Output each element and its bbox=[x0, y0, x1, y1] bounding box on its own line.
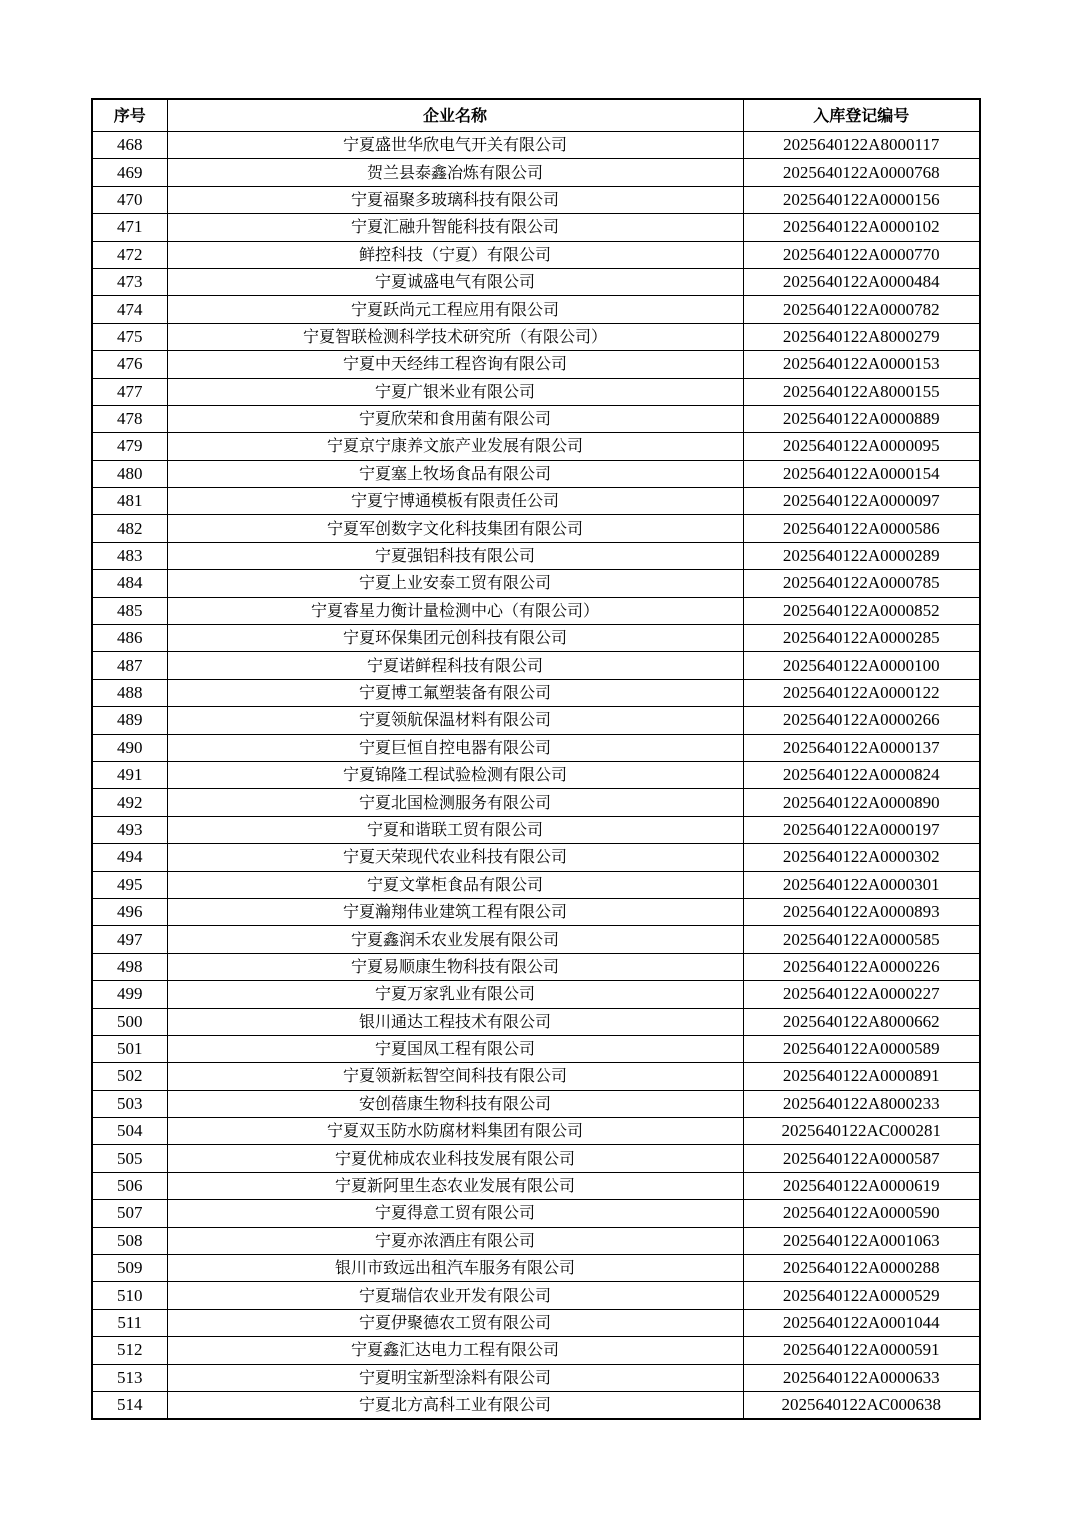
enterprise-name-cell: 宁夏塞上牧场食品有限公司 bbox=[167, 460, 743, 487]
serial-number-cell: 513 bbox=[92, 1364, 167, 1391]
table-row bbox=[92, 268, 980, 295]
table-row bbox=[92, 351, 980, 378]
serial-number-cell: 503 bbox=[92, 1090, 167, 1117]
table-row bbox=[92, 1255, 980, 1282]
registration-number-cell: 2025640122AC000638 bbox=[743, 1391, 980, 1419]
enterprise-name-cell: 宁夏得意工贸有限公司 bbox=[167, 1200, 743, 1227]
enterprise-name-cell: 贺兰县泰鑫冶炼有限公司 bbox=[167, 159, 743, 186]
table-row bbox=[92, 159, 980, 186]
table-row bbox=[92, 1145, 980, 1172]
header-row bbox=[92, 99, 980, 132]
enterprise-name-cell: 宁夏诺鲜程科技有限公司 bbox=[167, 652, 743, 679]
table-row bbox=[92, 597, 980, 624]
registration-number-cell: 2025640122A0000619 bbox=[743, 1172, 980, 1199]
enterprise-name-cell: 宁夏跃尚元工程应用有限公司 bbox=[167, 296, 743, 323]
table-row bbox=[92, 734, 980, 761]
enterprise-name-cell: 宁夏睿星力衡计量检测中心（有限公司） bbox=[167, 597, 743, 624]
table-row bbox=[92, 1227, 980, 1254]
enterprise-name-cell: 宁夏京宁康养文旅产业发展有限公司 bbox=[167, 433, 743, 460]
enterprise-name-cell: 宁夏易顺康生物科技有限公司 bbox=[167, 953, 743, 980]
enterprise-name-cell: 宁夏伊聚德农工贸有限公司 bbox=[167, 1309, 743, 1336]
registration-number-cell: 2025640122A8000233 bbox=[743, 1090, 980, 1117]
enterprise-name-cell: 银川市致远出租汽车服务有限公司 bbox=[167, 1255, 743, 1282]
serial-number-cell: 470 bbox=[92, 186, 167, 213]
registration-number-cell: 2025640122A0000153 bbox=[743, 351, 980, 378]
serial-number-cell: 481 bbox=[92, 488, 167, 515]
enterprise-name-cell: 宁夏欣荣和食用菌有限公司 bbox=[167, 405, 743, 432]
table-row bbox=[92, 186, 980, 213]
registration-number-cell: 2025640122A8000279 bbox=[743, 323, 980, 350]
table-row bbox=[92, 296, 980, 323]
registration-number-cell: 2025640122A0000586 bbox=[743, 515, 980, 542]
serial-number-cell: 500 bbox=[92, 1008, 167, 1035]
table-row bbox=[92, 844, 980, 871]
registration-number-cell: 2025640122A0000154 bbox=[743, 460, 980, 487]
registration-number-cell: 2025640122A8000662 bbox=[743, 1008, 980, 1035]
table-row bbox=[92, 625, 980, 652]
table-row bbox=[92, 898, 980, 925]
table-row bbox=[92, 1309, 980, 1336]
serial-number-cell: 491 bbox=[92, 761, 167, 788]
table-row bbox=[92, 570, 980, 597]
serial-number-cell: 512 bbox=[92, 1337, 167, 1364]
registration-number-cell: 2025640122A0000782 bbox=[743, 296, 980, 323]
table-row bbox=[92, 1364, 980, 1391]
table-row bbox=[92, 433, 980, 460]
registration-number-cell: 2025640122A0000097 bbox=[743, 488, 980, 515]
registration-number-cell: 2025640122A0000197 bbox=[743, 816, 980, 843]
serial-number-cell: 474 bbox=[92, 296, 167, 323]
registration-number-cell: 2025640122A0000302 bbox=[743, 844, 980, 871]
enterprise-name-cell: 宁夏亦浓酒庄有限公司 bbox=[167, 1227, 743, 1254]
registration-number-cell: 2025640122A0000768 bbox=[743, 159, 980, 186]
table-header bbox=[92, 99, 980, 132]
registration-number-cell: 2025640122A0000102 bbox=[743, 214, 980, 241]
registration-number-cell: 2025640122A0000137 bbox=[743, 734, 980, 761]
enterprise-name-cell: 宁夏万家乳业有限公司 bbox=[167, 981, 743, 1008]
table-row bbox=[92, 1282, 980, 1309]
serial-number-cell: 486 bbox=[92, 625, 167, 652]
serial-number-cell: 499 bbox=[92, 981, 167, 1008]
enterprise-name-cell: 宁夏鑫润禾农业发展有限公司 bbox=[167, 926, 743, 953]
table-row bbox=[92, 981, 980, 1008]
registration-number-cell: 2025640122A0000633 bbox=[743, 1364, 980, 1391]
table-row bbox=[92, 378, 980, 405]
serial-number-cell: 471 bbox=[92, 214, 167, 241]
registration-number-cell: 2025640122A0000289 bbox=[743, 542, 980, 569]
enterprise-name-cell: 安创蓓康生物科技有限公司 bbox=[167, 1090, 743, 1117]
serial-number-cell: 504 bbox=[92, 1118, 167, 1145]
registration-number-cell: 2025640122A0000484 bbox=[743, 268, 980, 295]
table-row bbox=[92, 1118, 980, 1145]
enterprise-name-cell: 宁夏宁博通模板有限责任公司 bbox=[167, 488, 743, 515]
table-row bbox=[92, 761, 980, 788]
table-row bbox=[92, 1063, 980, 1090]
enterprise-name-cell: 宁夏强铝科技有限公司 bbox=[167, 542, 743, 569]
header-enterprise-name: 企业名称 bbox=[167, 99, 743, 132]
table-row bbox=[92, 1035, 980, 1062]
registration-number-cell: 2025640122A0001044 bbox=[743, 1309, 980, 1336]
serial-number-cell: 489 bbox=[92, 707, 167, 734]
serial-number-cell: 475 bbox=[92, 323, 167, 350]
table-row bbox=[92, 132, 980, 159]
serial-number-cell: 493 bbox=[92, 816, 167, 843]
serial-number-cell: 514 bbox=[92, 1391, 167, 1419]
serial-number-cell: 485 bbox=[92, 597, 167, 624]
registration-number-cell: 2025640122A0000591 bbox=[743, 1337, 980, 1364]
serial-number-cell: 494 bbox=[92, 844, 167, 871]
table-row bbox=[92, 488, 980, 515]
serial-number-cell: 510 bbox=[92, 1282, 167, 1309]
serial-number-cell: 495 bbox=[92, 871, 167, 898]
table-row bbox=[92, 241, 980, 268]
serial-number-cell: 511 bbox=[92, 1309, 167, 1336]
enterprise-name-cell: 宁夏锦隆工程试验检测有限公司 bbox=[167, 761, 743, 788]
enterprise-name-cell: 宁夏环保集团元创科技有限公司 bbox=[167, 625, 743, 652]
table-body bbox=[92, 132, 980, 1420]
registration-number-cell: 2025640122A0000587 bbox=[743, 1145, 980, 1172]
serial-number-cell: 477 bbox=[92, 378, 167, 405]
serial-number-cell: 482 bbox=[92, 515, 167, 542]
table-row bbox=[92, 1337, 980, 1364]
serial-number-cell: 480 bbox=[92, 460, 167, 487]
serial-number-cell: 487 bbox=[92, 652, 167, 679]
serial-number-cell: 509 bbox=[92, 1255, 167, 1282]
table-row bbox=[92, 871, 980, 898]
registration-number-cell: 2025640122A0000288 bbox=[743, 1255, 980, 1282]
enterprise-name-cell: 宁夏诚盛电气有限公司 bbox=[167, 268, 743, 295]
registration-number-cell: 2025640122A0000100 bbox=[743, 652, 980, 679]
serial-number-cell: 502 bbox=[92, 1063, 167, 1090]
serial-number-cell: 469 bbox=[92, 159, 167, 186]
enterprise-name-cell: 宁夏国凤工程有限公司 bbox=[167, 1035, 743, 1062]
serial-number-cell: 479 bbox=[92, 433, 167, 460]
registration-number-cell: 2025640122A0000227 bbox=[743, 981, 980, 1008]
registration-number-cell: 2025640122A0000852 bbox=[743, 597, 980, 624]
serial-number-cell: 476 bbox=[92, 351, 167, 378]
table-row bbox=[92, 652, 980, 679]
table-row bbox=[92, 789, 980, 816]
enterprise-name-cell: 宁夏福聚多玻璃科技有限公司 bbox=[167, 186, 743, 213]
registration-number-cell: 2025640122A0000824 bbox=[743, 761, 980, 788]
table-row bbox=[92, 816, 980, 843]
table-row bbox=[92, 515, 980, 542]
serial-number-cell: 484 bbox=[92, 570, 167, 597]
registration-number-cell: 2025640122A0000095 bbox=[743, 433, 980, 460]
enterprise-name-cell: 宁夏瀚翔伟业建筑工程有限公司 bbox=[167, 898, 743, 925]
enterprise-name-cell: 宁夏盛世华欣电气开关有限公司 bbox=[167, 132, 743, 159]
registration-number-cell: 2025640122A0000785 bbox=[743, 570, 980, 597]
serial-number-cell: 498 bbox=[92, 953, 167, 980]
registration-number-cell: 2025640122A0000770 bbox=[743, 241, 980, 268]
registration-number-cell: 2025640122A0000893 bbox=[743, 898, 980, 925]
serial-number-cell: 490 bbox=[92, 734, 167, 761]
serial-number-cell: 483 bbox=[92, 542, 167, 569]
enterprise-name-cell: 宁夏文掌柜食品有限公司 bbox=[167, 871, 743, 898]
header-registration-number: 入库登记编号 bbox=[743, 99, 980, 132]
enterprise-name-cell: 宁夏智联检测科学技术研究所（有限公司） bbox=[167, 323, 743, 350]
table-row bbox=[92, 405, 980, 432]
serial-number-cell: 478 bbox=[92, 405, 167, 432]
registration-number-cell: 2025640122A0000891 bbox=[743, 1063, 980, 1090]
registration-number-cell: 2025640122A0000122 bbox=[743, 679, 980, 706]
table-row bbox=[92, 214, 980, 241]
enterprise-name-cell: 宁夏汇融升智能科技有限公司 bbox=[167, 214, 743, 241]
serial-number-cell: 492 bbox=[92, 789, 167, 816]
enterprise-name-cell: 宁夏巨恒自控电器有限公司 bbox=[167, 734, 743, 761]
table-row bbox=[92, 953, 980, 980]
serial-number-cell: 497 bbox=[92, 926, 167, 953]
table-row bbox=[92, 1200, 980, 1227]
serial-number-cell: 501 bbox=[92, 1035, 167, 1062]
registration-number-cell: 2025640122A8000155 bbox=[743, 378, 980, 405]
enterprise-name-cell: 宁夏鑫汇达电力工程有限公司 bbox=[167, 1337, 743, 1364]
enterprise-name-cell: 宁夏明宝新型涂料有限公司 bbox=[167, 1364, 743, 1391]
enterprise-name-cell: 银川通达工程技术有限公司 bbox=[167, 1008, 743, 1035]
enterprise-name-cell: 宁夏广银米业有限公司 bbox=[167, 378, 743, 405]
table-row bbox=[92, 460, 980, 487]
header-serial-number: 序号 bbox=[92, 99, 167, 132]
enterprise-name-cell: 宁夏新阿里生态农业发展有限公司 bbox=[167, 1172, 743, 1199]
enterprise-name-cell: 宁夏北方高科工业有限公司 bbox=[167, 1391, 743, 1419]
registration-number-cell: 2025640122A0000589 bbox=[743, 1035, 980, 1062]
registration-number-cell: 2025640122A0001063 bbox=[743, 1227, 980, 1254]
registration-number-cell: 2025640122A0000890 bbox=[743, 789, 980, 816]
serial-number-cell: 508 bbox=[92, 1227, 167, 1254]
serial-number-cell: 468 bbox=[92, 132, 167, 159]
registration-number-cell: 2025640122A0000226 bbox=[743, 953, 980, 980]
registration-number-cell: 2025640122AC000281 bbox=[743, 1118, 980, 1145]
registration-number-cell: 2025640122A0000285 bbox=[743, 625, 980, 652]
serial-number-cell: 506 bbox=[92, 1172, 167, 1199]
registration-number-cell: 2025640122A0000156 bbox=[743, 186, 980, 213]
enterprise-name-cell: 宁夏和谐联工贸有限公司 bbox=[167, 816, 743, 843]
enterprise-name-cell: 宁夏领航保温材料有限公司 bbox=[167, 707, 743, 734]
enterprise-name-cell: 宁夏上业安泰工贸有限公司 bbox=[167, 570, 743, 597]
table-row bbox=[92, 1008, 980, 1035]
enterprise-name-cell: 宁夏优柿成农业科技发展有限公司 bbox=[167, 1145, 743, 1172]
registration-number-cell: 2025640122A0000889 bbox=[743, 405, 980, 432]
enterprise-name-cell: 宁夏瑞信农业开发有限公司 bbox=[167, 1282, 743, 1309]
registration-number-cell: 2025640122A0000301 bbox=[743, 871, 980, 898]
table-row bbox=[92, 542, 980, 569]
serial-number-cell: 507 bbox=[92, 1200, 167, 1227]
enterprise-name-cell: 宁夏天荣现代农业科技有限公司 bbox=[167, 844, 743, 871]
table-row bbox=[92, 323, 980, 350]
enterprise-name-cell: 鲜控科技（宁夏）有限公司 bbox=[167, 241, 743, 268]
enterprise-name-cell: 宁夏博工氟塑装备有限公司 bbox=[167, 679, 743, 706]
serial-number-cell: 505 bbox=[92, 1145, 167, 1172]
registration-number-cell: 2025640122A0000585 bbox=[743, 926, 980, 953]
registration-number-cell: 2025640122A0000529 bbox=[743, 1282, 980, 1309]
registration-number-cell: 2025640122A0000266 bbox=[743, 707, 980, 734]
serial-number-cell: 496 bbox=[92, 898, 167, 925]
table-row bbox=[92, 1090, 980, 1117]
enterprise-registry-table bbox=[91, 98, 981, 1420]
table-row bbox=[92, 926, 980, 953]
enterprise-name-cell: 宁夏军创数字文化科技集团有限公司 bbox=[167, 515, 743, 542]
serial-number-cell: 488 bbox=[92, 679, 167, 706]
table-row bbox=[92, 707, 980, 734]
serial-number-cell: 473 bbox=[92, 268, 167, 295]
table-row bbox=[92, 1172, 980, 1199]
enterprise-name-cell: 宁夏领新耘智空间科技有限公司 bbox=[167, 1063, 743, 1090]
table-row bbox=[92, 679, 980, 706]
enterprise-name-cell: 宁夏双玉防水防腐材料集团有限公司 bbox=[167, 1118, 743, 1145]
serial-number-cell: 472 bbox=[92, 241, 167, 268]
registration-number-cell: 2025640122A8000117 bbox=[743, 132, 980, 159]
enterprise-name-cell: 宁夏北国检测服务有限公司 bbox=[167, 789, 743, 816]
enterprise-name-cell: 宁夏中天经纬工程咨询有限公司 bbox=[167, 351, 743, 378]
registration-number-cell: 2025640122A0000590 bbox=[743, 1200, 980, 1227]
table-row bbox=[92, 1391, 980, 1419]
